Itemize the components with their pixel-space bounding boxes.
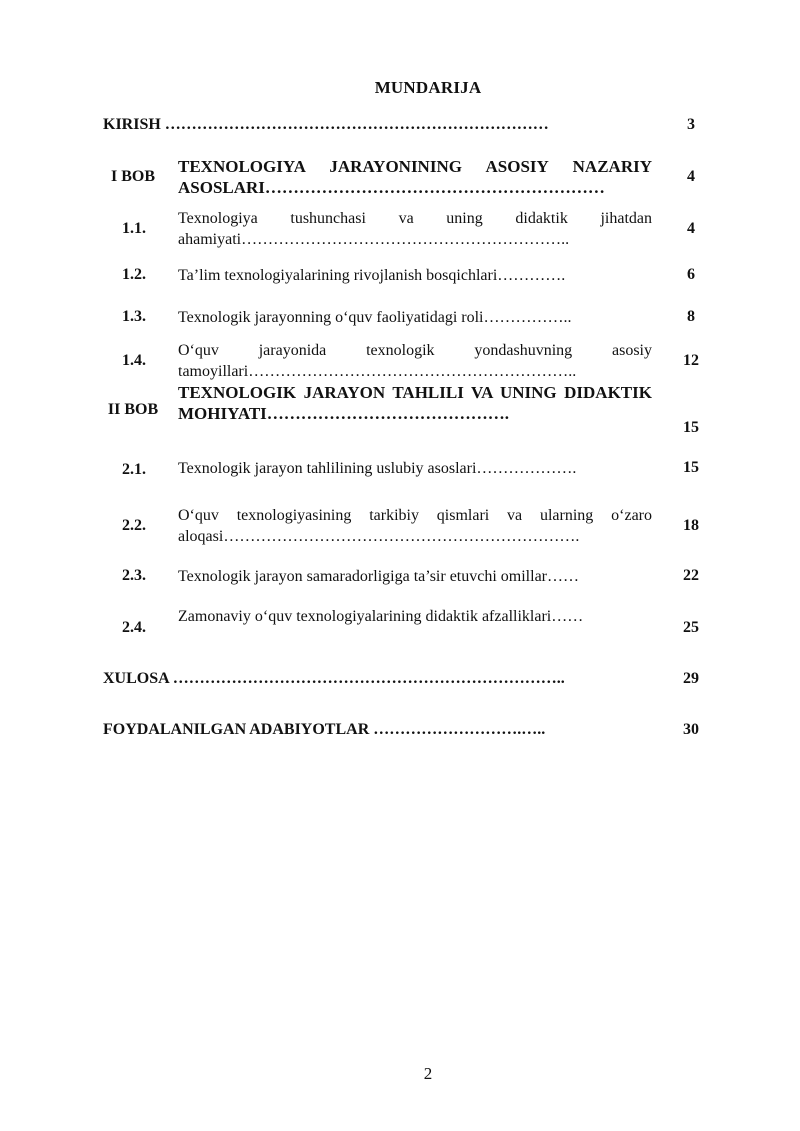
toc-page-number: 29 [683, 670, 699, 687]
section-number: 1.4. [122, 352, 146, 369]
section-number: 2.3. [122, 567, 146, 584]
section-title: Texnologik jarayon samaradorligiga ta’sir etuvchi omillar…… [178, 568, 579, 585]
toc-page-number: 6 [687, 266, 695, 283]
toc-entry-label: KIRISH ……………………………………………………………… [103, 116, 549, 133]
toc-entry-label: FOYDALANILGAN ADABIYOTLAR ……………………….….. [103, 721, 546, 738]
toc-page-number: 25 [683, 619, 699, 636]
chapter-number: I BOB [110, 168, 155, 185]
section-title: Texnologiya tushunchasi va uning didaktik jihatdan ahamiyati…………………………………………………….. [178, 210, 652, 248]
section-number: 1.3. [122, 308, 146, 325]
toc-page-number: 15 [683, 459, 699, 476]
section-number: 2.4. [122, 619, 146, 636]
page-number: 2 [423, 1064, 433, 1083]
chapter-title: TEXNOLOGIYA JARAYONINING ASOSIY NAZARIY ASOSLARI…………………………………………………… [178, 157, 652, 197]
section-title: O‘quv jarayonida texnologik yondashuvning asosiy tamoyillari…………………………………………………….. [178, 342, 652, 380]
toc-page-number: 4 [687, 220, 695, 237]
toc-page-number: 18 [683, 517, 699, 534]
section-title: Texnologik jarayon tahlilining uslubiy asoslari………………. [178, 460, 577, 477]
toc-page-number: 4 [687, 168, 695, 185]
chapter-title: TEXNOLOGIK JARAYON TAHLILI VA UNING DIDAKTIK MOHIYATI……………………………………. [178, 383, 652, 423]
section-title: O‘quv texnologiyasining tarkibiy qismlari va ularning o‘zaro aloqasi…………………………………………………………. [178, 507, 652, 545]
toc-page-number: 3 [687, 116, 695, 133]
toc-page-number: 12 [683, 352, 699, 369]
toc-page-number: 22 [683, 567, 699, 584]
page-title: MUNDARIJA [374, 78, 482, 97]
chapter-number: II BOB [107, 401, 159, 418]
section-title: Zamonaviy o‘quv texnologiyalarining didaktik afzalliklari…… [178, 608, 584, 625]
toc-page-number: 15 [683, 419, 699, 436]
section-title: Ta’lim texnologiyalarining rivojlanish bosqichlari…………. [178, 267, 566, 284]
section-title: Texnologik jarayonning o‘quv faoliyatidagi roli…………….. [178, 309, 572, 326]
toc-entry-label: XULOSA ……………………………………………………………….. [103, 670, 565, 687]
section-number: 1.2. [122, 266, 146, 283]
toc-page-number: 8 [687, 308, 695, 325]
section-number: 2.1. [122, 461, 146, 478]
section-number: 2.2. [122, 517, 146, 534]
section-number: 1.1. [122, 220, 146, 237]
toc-page-number: 30 [683, 721, 699, 738]
